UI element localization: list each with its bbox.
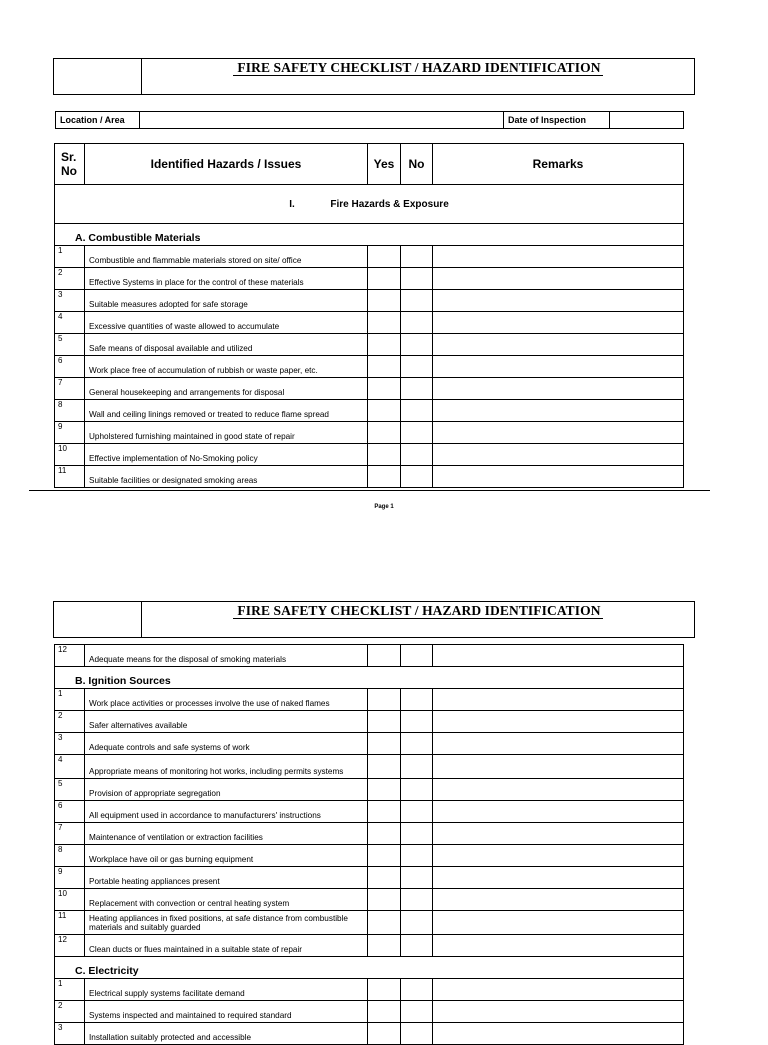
row-number: 2 [55, 268, 85, 290]
checklist-row [55, 845, 684, 867]
remarks-cell[interactable] [433, 889, 684, 911]
checklist-row [55, 400, 684, 422]
hazard-text: Adequate means for the disposal of smoking materials [85, 645, 368, 667]
hazard-text: Maintenance of ventilation or extraction facilities [85, 823, 368, 845]
checklist-table-page1 [54, 143, 684, 488]
location-label: Location / Area [56, 112, 140, 129]
hazard-text: Workplace have oil or gas burning equipment [85, 845, 368, 867]
yes-cell[interactable] [368, 1001, 401, 1023]
checklist-row [55, 935, 684, 957]
no-cell[interactable] [401, 979, 433, 1001]
remarks-cell[interactable] [433, 823, 684, 845]
remarks-cell[interactable] [433, 979, 684, 1001]
no-cell[interactable] [401, 779, 433, 801]
page-separator [29, 490, 710, 491]
no-cell[interactable] [401, 334, 433, 356]
row-number: 10 [55, 444, 85, 466]
hazard-text: Appropriate means of monitoring hot works, including permits systems [85, 755, 368, 779]
checklist-row [55, 1023, 684, 1045]
no-cell[interactable] [401, 911, 433, 935]
no-cell[interactable] [401, 689, 433, 711]
no-cell[interactable] [401, 823, 433, 845]
col-remarks: Remarks [433, 144, 684, 185]
yes-cell[interactable] [368, 422, 401, 444]
remarks-cell[interactable] [433, 246, 684, 268]
remarks-cell[interactable] [433, 1023, 684, 1045]
remarks-cell[interactable] [433, 378, 684, 400]
checklist-row [55, 290, 684, 312]
date-field[interactable] [610, 112, 684, 129]
row-number: 5 [55, 334, 85, 356]
yes-cell[interactable] [368, 779, 401, 801]
checklist-row [55, 1001, 684, 1023]
location-field[interactable] [140, 112, 504, 129]
row-number: 6 [55, 801, 85, 823]
logo-placeholder [54, 602, 142, 637]
remarks-cell[interactable] [433, 845, 684, 867]
checklist-row [55, 867, 684, 889]
yes-cell[interactable] [368, 246, 401, 268]
row-number: 1 [55, 979, 85, 1001]
remarks-cell[interactable] [433, 334, 684, 356]
yes-cell[interactable] [368, 444, 401, 466]
checklist-row [55, 444, 684, 466]
row-number: 12 [55, 645, 85, 667]
no-cell[interactable] [401, 711, 433, 733]
remarks-cell[interactable] [433, 867, 684, 889]
yes-cell[interactable] [368, 466, 401, 488]
row-number: 3 [55, 290, 85, 312]
row-number: 8 [55, 400, 85, 422]
no-cell[interactable] [401, 422, 433, 444]
hazard-text: Effective Systems in place for the control of these materials [85, 268, 368, 290]
remarks-cell[interactable] [433, 466, 684, 488]
checklist-row [55, 911, 684, 935]
subsection-heading: B. Ignition Sources [55, 667, 684, 689]
checklist-row [55, 889, 684, 911]
remarks-cell[interactable] [433, 1001, 684, 1023]
hazard-text: Upholstered furnishing maintained in good state of repair [85, 422, 368, 444]
no-cell[interactable] [401, 290, 433, 312]
yes-cell[interactable] [368, 911, 401, 935]
checklist-row [55, 312, 684, 334]
remarks-cell[interactable] [433, 422, 684, 444]
logo-placeholder [54, 59, 142, 94]
yes-cell[interactable] [368, 755, 401, 779]
document-title: FIRE SAFETY CHECKLIST / HAZARD IDENTIFICATION [233, 603, 602, 619]
checklist-row [55, 801, 684, 823]
checklist-row [55, 711, 684, 733]
row-number: 11 [55, 466, 85, 488]
hazard-text: Suitable measures adopted for safe storage [85, 290, 368, 312]
no-cell[interactable] [401, 1023, 433, 1045]
remarks-cell[interactable] [433, 444, 684, 466]
remarks-cell[interactable] [433, 779, 684, 801]
remarks-cell[interactable] [433, 935, 684, 957]
yes-cell[interactable] [368, 334, 401, 356]
hazard-text: Excessive quantities of waste allowed to accumulate [85, 312, 368, 334]
hazard-text: Suitable facilities or designated smoking areas [85, 466, 368, 488]
hazard-text: Adequate controls and safe systems of work [85, 733, 368, 755]
row-number: 12 [55, 935, 85, 957]
checklist-row [55, 268, 684, 290]
no-cell[interactable] [401, 268, 433, 290]
checklist-row [55, 733, 684, 755]
hazard-text: Safer alternatives available [85, 711, 368, 733]
checklist-row [55, 689, 684, 711]
checklist-row [55, 378, 684, 400]
col-yes: Yes [368, 144, 401, 185]
checklist-row [55, 779, 684, 801]
row-number: 7 [55, 378, 85, 400]
remarks-cell[interactable] [433, 312, 684, 334]
row-number: 1 [55, 246, 85, 268]
checklist-row [55, 334, 684, 356]
hazard-text: Safe means of disposal available and utilized [85, 334, 368, 356]
checklist-row [55, 645, 684, 667]
section-heading [55, 185, 684, 224]
subsection-heading: A. Combustible Materials [55, 224, 684, 246]
checklist-table-page2 [54, 644, 684, 1045]
no-cell[interactable] [401, 400, 433, 422]
hazard-text: Systems inspected and maintained to required standard [85, 1001, 368, 1023]
col-hazards: Identified Hazards / Issues [85, 144, 368, 185]
hazard-text: Work place activities or processes involve the use of naked flames [85, 689, 368, 711]
remarks-cell[interactable] [433, 290, 684, 312]
remarks-cell[interactable] [433, 645, 684, 667]
hazard-text: Heating appliances in fixed positions, at safe distance from combustible materials and suitably guarded [85, 911, 368, 935]
no-cell[interactable] [401, 246, 433, 268]
row-number: 8 [55, 845, 85, 867]
row-number: 2 [55, 1001, 85, 1023]
no-cell[interactable] [401, 356, 433, 378]
row-number: 3 [55, 1023, 85, 1045]
page1-title-box [53, 58, 695, 95]
hazard-text: Clean ducts or flues maintained in a suitable state of repair [85, 935, 368, 957]
document-title: FIRE SAFETY CHECKLIST / HAZARD IDENTIFICATION [233, 60, 602, 76]
no-cell[interactable] [401, 867, 433, 889]
hazard-text: Combustible and flammable materials stored on site/ office [85, 246, 368, 268]
yes-cell[interactable] [368, 823, 401, 845]
no-cell[interactable] [401, 935, 433, 957]
section-numeral: I. [289, 198, 295, 210]
checklist-row [55, 979, 684, 1001]
remarks-cell[interactable] [433, 711, 684, 733]
row-number: 7 [55, 823, 85, 845]
remarks-cell[interactable] [433, 689, 684, 711]
yes-cell[interactable] [368, 845, 401, 867]
hazard-text: Portable heating appliances present [85, 867, 368, 889]
no-cell[interactable] [401, 444, 433, 466]
row-number: 11 [55, 911, 85, 935]
row-number: 4 [55, 312, 85, 334]
row-number: 9 [55, 867, 85, 889]
hazard-text: Replacement with convection or central heating system [85, 889, 368, 911]
hazard-text: Wall and ceiling linings removed or treated to reduce flame spread [85, 400, 368, 422]
yes-cell[interactable] [368, 312, 401, 334]
row-number: 5 [55, 779, 85, 801]
yes-cell[interactable] [368, 268, 401, 290]
checklist-row [55, 466, 684, 488]
yes-cell[interactable] [368, 645, 401, 667]
yes-cell[interactable] [368, 400, 401, 422]
remarks-cell[interactable] [433, 400, 684, 422]
yes-cell[interactable] [368, 290, 401, 312]
hazard-text: Provision of appropriate segregation [85, 779, 368, 801]
remarks-cell[interactable] [433, 733, 684, 755]
remarks-cell[interactable] [433, 911, 684, 935]
yes-cell[interactable] [368, 378, 401, 400]
yes-cell[interactable] [368, 979, 401, 1001]
no-cell[interactable] [401, 378, 433, 400]
no-cell[interactable] [401, 312, 433, 334]
no-cell[interactable] [401, 645, 433, 667]
yes-cell[interactable] [368, 356, 401, 378]
hazard-text: Electrical supply systems facilitate demand [85, 979, 368, 1001]
row-number: 1 [55, 689, 85, 711]
checklist-row [55, 422, 684, 444]
remarks-cell[interactable] [433, 801, 684, 823]
hazard-text: General housekeeping and arrangements for disposal [85, 378, 368, 400]
no-cell[interactable] [401, 801, 433, 823]
checklist-row [55, 755, 684, 779]
no-cell[interactable] [401, 466, 433, 488]
row-number: 3 [55, 733, 85, 755]
date-label: Date of Inspection [504, 112, 610, 129]
page-number: Page 1 [374, 504, 394, 510]
row-number: 10 [55, 889, 85, 911]
yes-cell[interactable] [368, 867, 401, 889]
inspection-info-table [55, 111, 684, 129]
no-cell[interactable] [401, 845, 433, 867]
subsection-heading: C. Electricity [55, 957, 684, 979]
checklist-row [55, 246, 684, 268]
row-number: 4 [55, 755, 85, 779]
section-title: Fire Hazards & Exposure [330, 198, 449, 210]
row-number: 6 [55, 356, 85, 378]
checklist-row [55, 823, 684, 845]
no-cell[interactable] [401, 889, 433, 911]
no-cell[interactable] [401, 733, 433, 755]
yes-cell[interactable] [368, 711, 401, 733]
yes-cell[interactable] [368, 889, 401, 911]
hazard-text: Effective implementation of No-Smoking policy [85, 444, 368, 466]
no-cell[interactable] [401, 1001, 433, 1023]
page2-title-box [53, 601, 695, 638]
yes-cell[interactable] [368, 801, 401, 823]
yes-cell[interactable] [368, 733, 401, 755]
yes-cell[interactable] [368, 1023, 401, 1045]
col-no: No [401, 144, 433, 185]
checklist-row [55, 356, 684, 378]
yes-cell[interactable] [368, 689, 401, 711]
hazard-text: Work place free of accumulation of rubbish or waste paper, etc. [85, 356, 368, 378]
hazard-text: Installation suitably protected and accessible [85, 1023, 368, 1045]
hazard-text: All equipment used in accordance to manufacturers' instructions [85, 801, 368, 823]
no-cell[interactable] [401, 755, 433, 779]
remarks-cell[interactable] [433, 755, 684, 779]
row-number: 2 [55, 711, 85, 733]
row-number: 9 [55, 422, 85, 444]
col-sr-no: Sr. No [55, 144, 85, 185]
remarks-cell[interactable] [433, 268, 684, 290]
remarks-cell[interactable] [433, 356, 684, 378]
yes-cell[interactable] [368, 935, 401, 957]
